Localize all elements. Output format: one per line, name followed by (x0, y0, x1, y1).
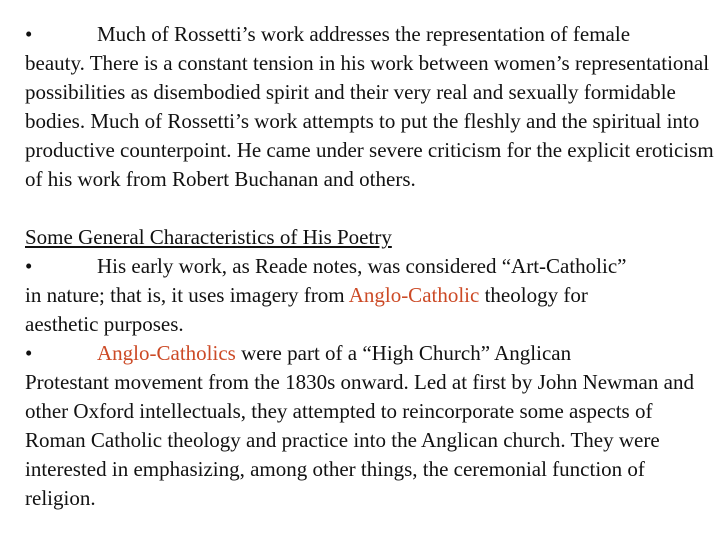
spacer (25, 194, 715, 223)
bullet-item-body-text: Protestant movement from the 1830s onward. Led at first by John Newman and other Oxford intellectuals, they attempted to reincorporate some aspects of Roman Catholic theology and practice into the Anglican church. They were interested in emphasizing, among other things, the ceremonial function of religion. (25, 370, 694, 510)
document-body (25, 20, 715, 513)
bullet-item-anglo-catholics (25, 339, 715, 513)
bullet-item-first-line-text (97, 339, 571, 368)
bullet-item-art-catholic (25, 252, 715, 339)
bullet-item-first-line (25, 339, 715, 368)
paragraph-first-line-text: Much of Rossetti’s work addresses the representation of female (97, 22, 631, 46)
bullet-icon: • (25, 22, 33, 46)
bullet-item-text: in nature; that is, it uses imagery from (25, 283, 349, 307)
bullet-item-line-3: aesthetic purposes. (25, 312, 184, 336)
anglo-catholic-link[interactable]: Anglo-Catholic (348, 283, 480, 307)
bullet-icon: • (25, 254, 33, 278)
anglo-catholics-link[interactable]: Anglo-Catholics (97, 341, 236, 365)
bullet-item-first-line (25, 252, 715, 281)
bullet-item-line-2 (25, 281, 715, 310)
bullet-item-first-line-text: His early work, as Reade notes, was considered “Art-Catholic” (97, 254, 627, 278)
paragraph-first-line (25, 20, 715, 49)
bullet-item-text: theology for (479, 283, 588, 307)
paragraph-rossetti-beauty (25, 20, 715, 194)
paragraph-body-text: beauty. There is a constant tension in his work between women’s representational possibilities as disembodied spirit and their very real and sexually formidable bodies. Much of Rossetti’s work attempts to put the fleshly and the spiritual into productive counterpoint. He came under severe criticism for the explicit eroticism of his work from Robert Buchanan and others. (25, 51, 714, 191)
bullet-icon: • (25, 341, 33, 365)
bullet-item-text: were part of a “High Church” Anglican (235, 341, 572, 365)
section-heading: Some General Characteristics of His Poetry (25, 225, 392, 249)
